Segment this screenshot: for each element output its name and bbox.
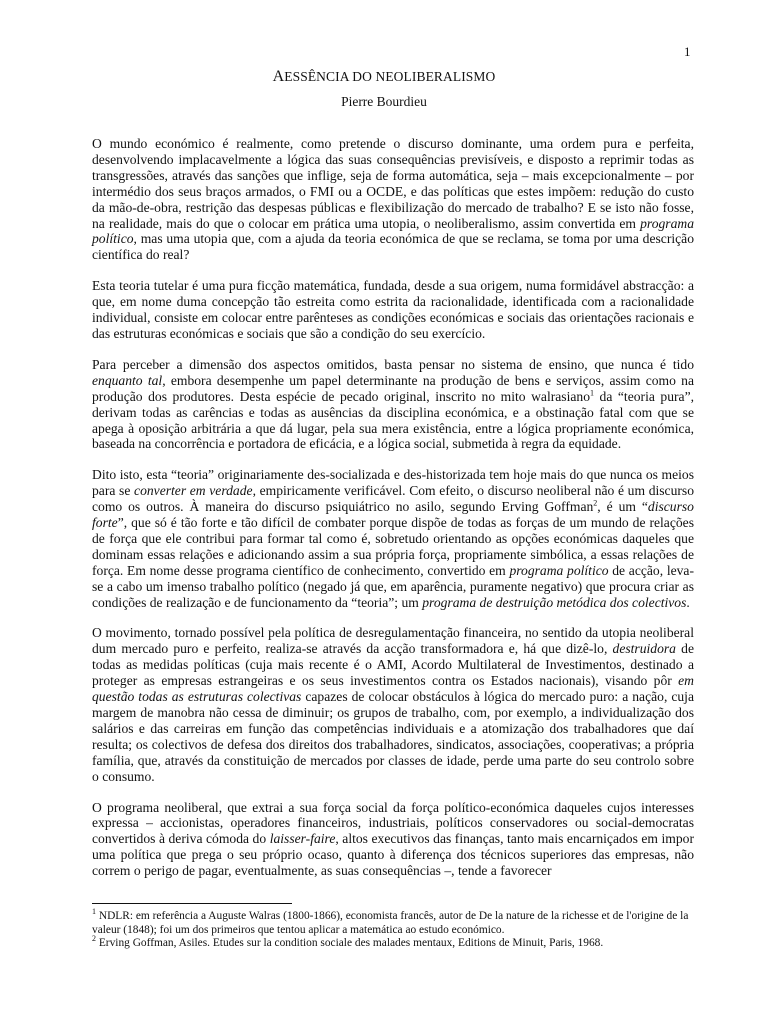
text-run: Dito isto, esta “teoria” originariamente des-socializada e des-historizada tem hoje mais do que nunca os meios para se — [92, 467, 694, 499]
footnotes — [92, 907, 694, 951]
paragraph — [92, 625, 694, 784]
text-run: , altos executivos das finanças, tanto mais encarniçados em impor uma política que prega o seu próprio ocaso, quanto à diferença dos técnicos superiores das empresas, não correm o perigo de pagar, eventualmente, as suas consequências –, tende a favorecer — [92, 831, 694, 879]
text-run: O movimento, tornado possível pela política de desregulamentação financeira, no sentido da utopia neoliberal dum mercado puro e perfeito, realiza-se através da acção transformadora e, há que dizê-lo, — [92, 625, 694, 657]
footnote-ref: 1 — [590, 388, 594, 398]
title-initial: A — [272, 68, 285, 85]
article-body — [92, 136, 694, 894]
footnote-divider — [92, 903, 292, 904]
text-run: , empiricamente verificável. Com efeito, o discurso neoliberal não é um discurso como os outros. À maneira do discurso psiquiátrico no asilo, segundo Erving Goffman — [92, 483, 695, 515]
emphasis: laisser-faire — [269, 831, 336, 847]
paragraph — [92, 278, 694, 342]
emphasis: destruidora — [612, 641, 676, 657]
page-number: 1 — [684, 44, 691, 59]
text-run: capazes de colocar obstáculos à lógica do mercado puro: a nação, cuja margem de manobra não cessa de diminuir; os grupos de trabalho, com, por exemplo, a individualização dos salários e das carreiras em função das competências individuais e a atomização dos trabalhadores que daí resulta; os colectivos de defesa dos direitos dos trabalhadores, sindicatos, associações, cooperativas; a própria família, que, através da constituição de mercados por classes de idade, perde uma parte do seu controlo sobre o consumo. — [92, 689, 694, 784]
text-run: da “teoria pura”, derivam todas as carências e todas as ausências da disciplina económica, e a obstinação fatal com que se apega à oposição arbitrária a que dá lugar, pela sua mera existência, entre a lógica propriamente económica, baseada na concorrência e portadora de eficácia, e a lógica social, submetida à regra da equidade. — [92, 388, 694, 452]
emphasis: programa político — [92, 215, 694, 247]
footnote-marker: 2 — [92, 934, 96, 944]
paragraph — [92, 800, 694, 880]
text-run: de acção, leva-se a cabo um imenso trabalho político (negado já que, em aparência, puramente negativo) que procura criar as condições de realização e de funcionamento da “teoria”; um — [92, 562, 694, 610]
emphasis: converter em verdade — [134, 483, 253, 499]
text-run: , é um “ — [597, 499, 648, 515]
title-rest: ESSÊNCIA DO NEOLIBERALISMO — [284, 69, 496, 84]
text-run: , mas uma utopia que, com a ajuda da teoria económica de que se reclama, se toma por uma descrição científica do real? — [92, 231, 694, 263]
paragraph — [92, 357, 694, 452]
document-title — [0, 68, 768, 86]
emphasis: programa político — [509, 562, 609, 578]
text-run: Para perceber a dimensão dos aspectos omitidos, basta pensar no sistema de ensino, que nunca é tido — [92, 356, 694, 372]
emphasis: em questão todas as estruturas colectivas — [92, 673, 694, 705]
emphasis: discurso forte — [92, 499, 694, 531]
footnote-text: NDLR: em referência a Auguste Walras (1800-1866), economista francês, autor de De la nature de la richesse et de l'origine de la valeur (1848); foi um dos primeiros que tentou aplicar a matemática ao estudo económico. — [92, 910, 689, 936]
text-run: , embora desempenhe um papel determinante na produção de bens e serviços, assim como na produção dos produtores. Desta espécie de pecado original, inscrito no mito walrasiano — [92, 372, 694, 404]
text-run: ”, que só é tão forte e tão difícil de combater porque dispõe de todas as forças de um mundo de relações de força que ele contribui para formar tal como é, sobretudo orientando as opções económicas daqueles que dominam essas relações e adicionando assim a sua própria força, propriamente simbólica, a essas relações de força. Em nome desse programa científico de conhecimento, convertido em — [92, 515, 694, 578]
text-run: . — [686, 594, 690, 610]
text-run: Esta teoria tutelar é uma pura ficção matemática, fundada, desde a sua origem, numa formidável abstracção: a que, em nome duma concepção tão estreita como estrita da racionalidade, identificada com a racionalidade individual, consiste em colocar entre parênteses as condições económicas e sociais das orientações racionais e das estruturas económicas e sociais que são a condição do seu exercício. — [92, 278, 694, 341]
footnote-marker: 1 — [92, 907, 96, 917]
emphasis: enquanto tal — [92, 372, 163, 388]
footnote — [92, 907, 694, 937]
text-run: de todas as medidas políticas (cuja mais recente é o AMI, Acordo Multilateral de Investimentos, destinado a proteger as empresas estrangeiras e os seus investimentos contra os Estados nacionais), visando pôr — [92, 641, 694, 689]
paragraph — [92, 467, 694, 610]
author-name: Pierre Bourdieu — [341, 94, 427, 109]
text-run: O mundo económico é realmente, como pretende o discurso dominante, uma ordem pura e perfeita, desenvolvendo implacavelmente a lógica das suas consequências previsíveis, e disposto a reprimir todas as transgressões, através das sanções que inflige, seja de forma automática, seja – mais excepcionalmente – por intermédio dos seus braços armados, o FMI ou a OCDE, e das políticas que estes impõem: redução do custo da mão-de-obra, restrição das despesas públicas e flexibilização do mercado de trabalho? E se isto não fosse, na realidade, mais do que o colocar em prática uma utopia, o neoliberalismo, assim convertida em — [92, 136, 694, 231]
text-run: O programa neoliberal, que extrai a sua força social da força político-económica daqueles cujos interesses expressa – accionistas, operadores financeiros, industriais, políticos conservadores ou social-democratas convertidos à deriva cómoda do — [92, 799, 694, 847]
footnote-ref: 2 — [593, 498, 598, 508]
footnote-text: Erving Goffman, Asiles. Etudes sur la condition sociale des malades mentaux, Editions de Minuit, Paris, 1968. — [96, 937, 604, 950]
footnote — [92, 934, 694, 951]
paragraph — [92, 136, 694, 263]
emphasis: programa de destruição metódica dos colectivos — [422, 594, 687, 610]
